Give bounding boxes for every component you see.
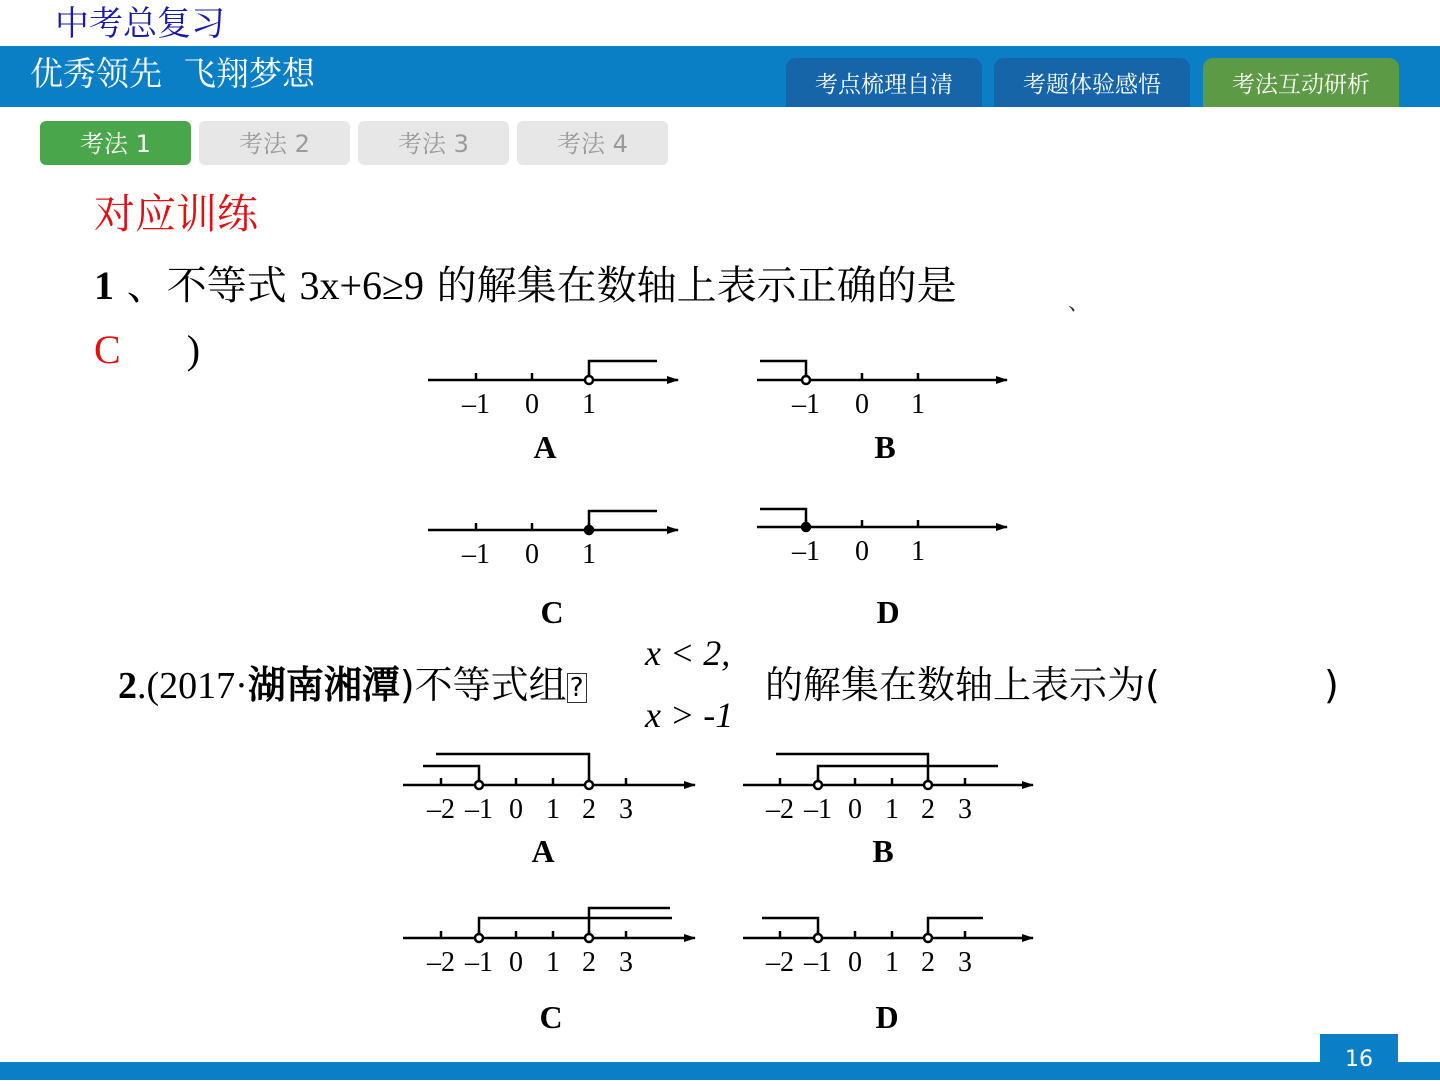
q2-option-c-number-line — [403, 908, 695, 942]
subtab-method-3[interactable]: 考法 3 — [358, 121, 509, 165]
solution-ray — [928, 918, 983, 938]
question-region: 湖南湘潭 — [247, 663, 400, 707]
tick-label: 2 — [921, 947, 935, 978]
tick-label: 2 — [921, 794, 935, 825]
q1-option-c-number-line — [428, 511, 678, 534]
q2-option-b-number-line — [743, 754, 1033, 789]
tick-label: –1 — [792, 536, 820, 567]
solution-ray — [776, 754, 928, 785]
tick-label: 1 — [582, 539, 596, 570]
solution-ray — [589, 361, 657, 380]
tick-label: –2 — [427, 794, 455, 825]
open-endpoint — [475, 781, 483, 789]
q2-option-d-number-line — [743, 918, 1033, 942]
solution-ray — [760, 361, 806, 380]
question-text: 的解集在数轴上表示正确的是 — [436, 263, 957, 309]
tick-label: 1 — [546, 947, 560, 978]
tick-label: –1 — [462, 389, 490, 420]
open-endpoint — [802, 376, 810, 384]
question-text: 的解集在数轴上表示为( — [765, 663, 1160, 707]
system-line-1: x < 2, — [645, 633, 731, 673]
tab-exam-points[interactable]: 考点梳理自清 — [786, 58, 982, 107]
inequality-expression: 3x+6≥9 — [299, 263, 424, 308]
subtab-method-1[interactable]: 考法 1 — [40, 121, 191, 165]
footer-bar — [0, 1062, 1440, 1080]
tick-label: 0 — [509, 794, 523, 825]
tick-label: 1 — [885, 947, 899, 978]
option-label: C — [539, 999, 563, 1035]
question-source: .(2017· — [137, 665, 248, 707]
tick-label: –1 — [465, 947, 493, 978]
trailing-mark: 、 — [1068, 291, 1091, 316]
tick-label: –2 — [766, 794, 794, 825]
system-line-2: x > -1 — [645, 695, 734, 735]
course-title: 中考总复习 — [55, 4, 225, 44]
open-endpoint — [814, 934, 822, 942]
option-label: D — [876, 594, 900, 630]
option-label: A — [531, 833, 555, 869]
option-label: B — [874, 429, 896, 465]
option-label: C — [540, 594, 564, 630]
slogan: 优秀领先 飞翔梦想 — [30, 54, 315, 93]
tick-label: 1 — [582, 389, 596, 420]
open-endpoint — [924, 781, 932, 789]
open-endpoint — [585, 934, 593, 942]
page-number: 16 — [1320, 1034, 1398, 1080]
q1-option-b-number-line — [757, 361, 1007, 384]
subtab-method-4[interactable]: 考法 4 — [517, 121, 668, 165]
solution-ray — [818, 766, 998, 785]
tick-label: 0 — [509, 947, 523, 978]
closed-endpoint — [585, 526, 593, 534]
tick-label: 0 — [525, 539, 539, 570]
tick-label: 0 — [525, 389, 539, 420]
open-endpoint — [585, 781, 593, 789]
tick-label: –2 — [427, 947, 455, 978]
open-endpoint — [585, 376, 593, 384]
section-heading: 对应训练 — [94, 190, 258, 238]
option-label: B — [872, 833, 894, 869]
tick-label: –1 — [792, 389, 820, 420]
tick-label: 3 — [958, 947, 972, 978]
question-number: 2 — [118, 665, 137, 707]
question-number: 1 — [94, 263, 114, 308]
tick-label: –1 — [804, 794, 832, 825]
tick-label: 1 — [885, 794, 899, 825]
solution-ray — [423, 766, 479, 785]
option-label: A — [533, 429, 557, 465]
tick-label: 3 — [958, 794, 972, 825]
tick-label: 3 — [619, 947, 633, 978]
open-endpoint — [475, 934, 483, 942]
question-text: )不等式组 — [399, 663, 567, 707]
open-endpoint — [814, 781, 822, 789]
tick-label: 2 — [582, 794, 596, 825]
q1-option-d-number-line — [757, 509, 1007, 531]
tick-label: 2 — [582, 947, 596, 978]
subtab-method-2[interactable]: 考法 2 — [199, 121, 350, 165]
close-paren: ) — [186, 327, 201, 372]
open-endpoint — [924, 934, 932, 942]
q2-option-a-number-line — [403, 754, 695, 789]
closed-endpoint — [802, 523, 810, 531]
tick-label: 0 — [848, 794, 862, 825]
solution-ray — [589, 511, 657, 530]
q1-option-a-number-line — [428, 361, 678, 384]
tick-label: 3 — [619, 794, 633, 825]
tick-label: –1 — [465, 794, 493, 825]
tick-label: 0 — [848, 947, 862, 978]
answer-letter: C — [94, 327, 121, 372]
tick-label: –2 — [766, 947, 794, 978]
solution-ray — [479, 918, 672, 938]
question-separator: 、 — [126, 263, 167, 309]
tab-method-analysis[interactable]: 考法互动研析 — [1203, 58, 1399, 107]
tick-label: 1 — [546, 794, 560, 825]
solution-ray — [436, 754, 589, 785]
option-label: D — [875, 999, 899, 1035]
close-paren: ) — [1324, 663, 1339, 707]
solution-ray — [760, 509, 806, 527]
tick-label: –1 — [462, 539, 490, 570]
tick-label: 0 — [855, 389, 869, 420]
tick-label: 0 — [855, 536, 869, 567]
question-text: 不等式 — [166, 263, 287, 309]
missing-brace-glyph: ? — [567, 673, 587, 703]
tick-label: 1 — [911, 389, 925, 420]
tick-label: –1 — [804, 947, 832, 978]
tick-label: 1 — [911, 536, 925, 567]
solution-ray — [762, 918, 818, 938]
tab-exam-experience[interactable]: 考题体验感悟 — [994, 58, 1190, 107]
solution-ray — [589, 908, 670, 938]
